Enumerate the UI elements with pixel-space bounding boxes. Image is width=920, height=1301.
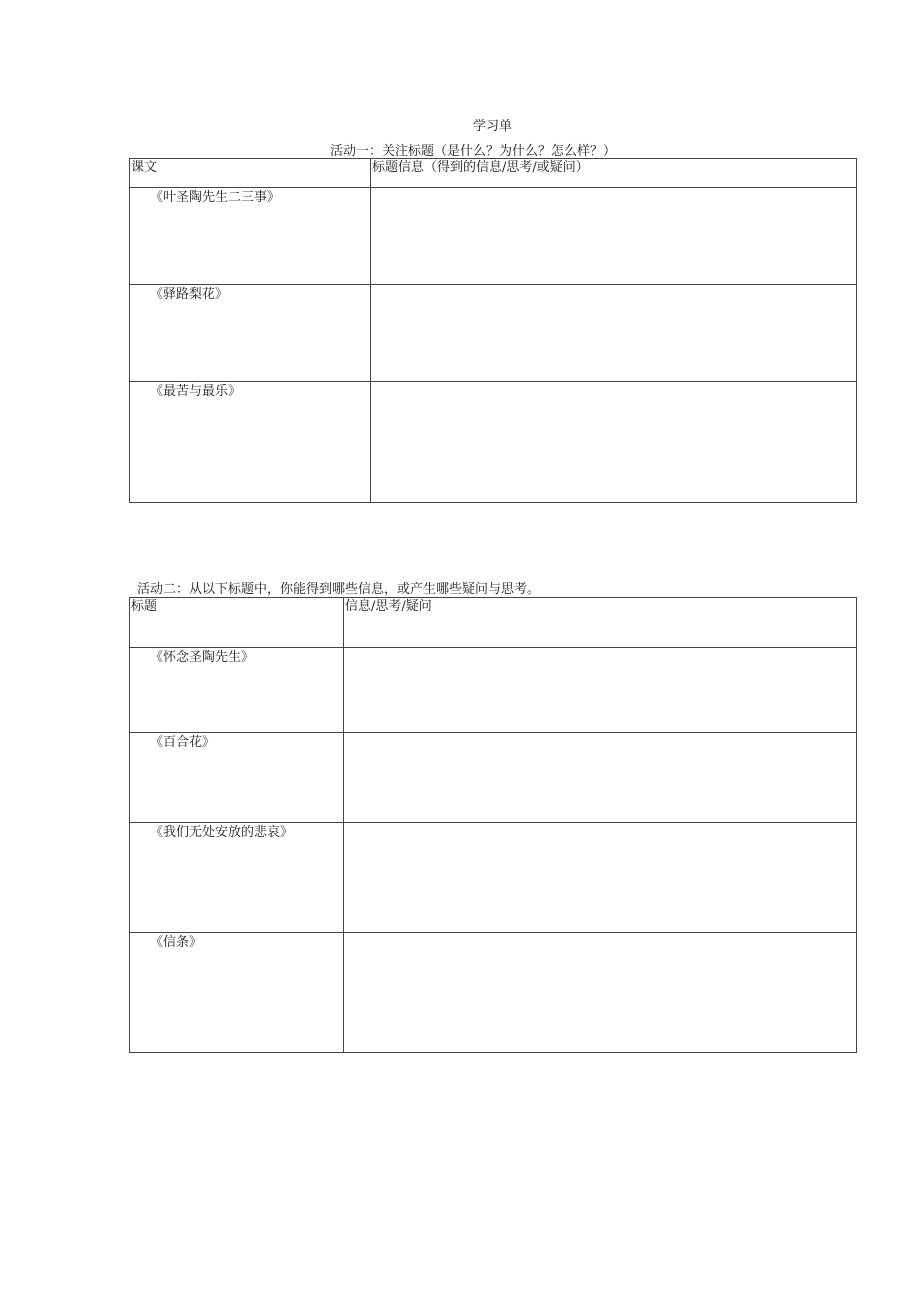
notes-cell[interactable] [344,933,857,1053]
table-row [130,188,857,285]
title-cell: 《怀念圣陶先生》 [130,648,344,733]
page-title: 学习单 [472,119,512,134]
column-header-info: 信息/思考/疑问 [344,598,857,648]
table-header-row [130,159,857,188]
notes-cell[interactable] [371,188,857,285]
text-title-cell: 《叶圣陶先生二三事》 [130,188,371,285]
notes-cell[interactable] [371,285,857,382]
title-cell: 《百合花》 [130,733,344,823]
title-cell: 《我们无处安放的悲哀》 [130,823,344,933]
notes-cell[interactable] [371,382,857,503]
activity2-table [129,597,857,1053]
activity1-heading: 活动一：关注标题（是什么？为什么？怎么样？） [330,144,617,159]
notes-cell[interactable] [344,823,857,933]
activity1-table [129,158,857,503]
table-header-row [130,598,857,648]
column-header-text: 课文 [130,159,371,188]
column-header-title-info: 标题信息（得到的信息/思考/或疑问） [371,159,857,188]
column-header-title: 标题 [130,598,344,648]
text-title-cell: 《驿路梨花》 [130,285,371,382]
notes-cell[interactable] [344,648,857,733]
table-row [130,382,857,503]
title-cell: 《信条》 [130,933,344,1053]
activity2-heading: 活动二：从以下标题中，你能得到哪些信息，或产生哪些疑问与思考。 [137,582,541,597]
table-row [130,823,857,933]
table-row [130,648,857,733]
table-row [130,933,857,1053]
notes-cell[interactable] [344,733,857,823]
table-row [130,285,857,382]
table-row [130,733,857,823]
text-title-cell: 《最苦与最乐》 [130,382,371,503]
